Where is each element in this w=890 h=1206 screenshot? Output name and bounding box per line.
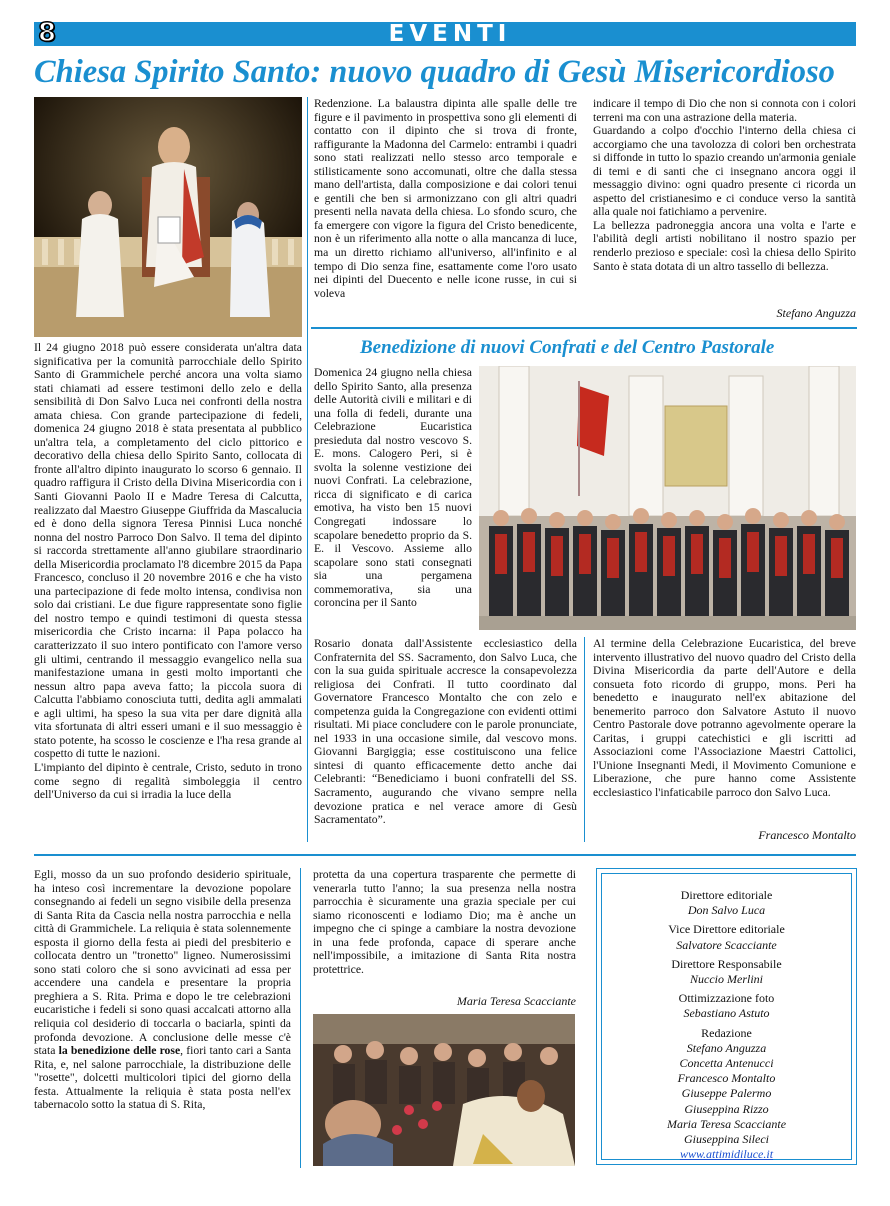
- article3-author: Maria Teresa Scacciante: [456, 994, 576, 1008]
- masthead-role: Direttore editoriale: [680, 888, 773, 902]
- masthead-name: Giuseppina Sileci: [684, 1132, 769, 1147]
- painting-image: [34, 97, 302, 337]
- article3-column-2: [313, 868, 576, 976]
- section-divider: [34, 854, 856, 856]
- article2-right-column: [593, 637, 856, 800]
- masthead-role: Redazione: [701, 1025, 752, 1040]
- column-divider: [584, 637, 585, 842]
- masthead-name: Nuccio Merlini: [690, 972, 763, 987]
- article2-title: Benedizione di nuovi Confrati e del Centro Pastorale: [360, 337, 775, 358]
- section-title: EVENTI: [388, 21, 512, 47]
- article3-paragraph: protetta da una copertura trasparente che permette di venerarla tutto l'anno; la sua presenza nella nostra parrocchia è sicuramente una grazia speciale per cui siamo riconoscenti e lodiamo Dio; ma è anche un impegno che ci spinge a cambiare la nostra devozione in una fede profonda, capace di sperare anche nell'impossibile, a imitazione di Santa Rita nostra protettrice.: [313, 868, 576, 976]
- masthead-name: Concetta Antenucci: [679, 1056, 774, 1071]
- masthead-name: Giuseppe Palermo: [681, 1086, 772, 1101]
- column-divider: [307, 97, 308, 842]
- masthead-role: Ottimizzazione foto: [678, 991, 775, 1006]
- article3-column-1: [34, 868, 291, 1112]
- column-divider: [300, 868, 301, 1168]
- article1-paragraph: L'impianto del dipinto è centrale, Cristo, seduto in trono come segno di regalità simboleggia il centro dell'Universo da cui si irradia la luce della: [34, 760, 302, 802]
- masthead-role: Vice Direttore editoriale: [668, 922, 785, 937]
- article3-highlight: la benedizione delle rose: [58, 1044, 181, 1058]
- masthead-name: Giuseppina Rizzo: [684, 1101, 769, 1116]
- article1-paragraph: indicare il tempo di Dio che non si connota con i colori terreni ma con una astrazione della materia.: [593, 97, 856, 124]
- article2-narrow-column: [314, 366, 472, 610]
- article2-author: Francesco Montalto: [758, 828, 856, 842]
- article-title: Chiesa Spirito Santo: nuovo quadro di Gesù Misericordioso: [34, 54, 835, 90]
- masthead-box: [596, 868, 857, 1165]
- masthead-inner: [601, 873, 852, 1160]
- group-photo: [479, 366, 856, 630]
- masthead-name: Don Salvo Luca: [687, 903, 766, 918]
- article2-wide-column: [314, 637, 577, 827]
- article2-paragraph: Al termine della Celebrazione Eucaristica, del breve intervento illustrativo del nuovo quadro del Cristo della Divina Misericordia da parte dell'Autore e della consueta foto ricordo di gruppo, mons. Peri ha benedetto e inaugurato nell'ex abitazione del benemerito parroco don Salvatore Astuto il nuovo Centro Pastorale dove potranno agevolmente operare la Caritas, i gruppi catechistici e gli iscritti ad Associazioni come l'Associazione Maestri Cattolici, l'Unione Insegnanti Medi, il Movimento Comunione e Liberazione, che pure hanno come Assistente ecclesiastico l'infaticabile parroco don Salvo Luca.: [593, 637, 856, 800]
- article1-paragraph: Redenzione. La balaustra dipinta alle spalle delle tre figure e il pavimento in prospettiva sono gli elementi di contatto con il dipinto che si trova di fronte, raffigurante la Madonna del Carmelo: entrambi i quadri sono stati realizzati nello stesso arco temporale e stilisticamente sono accomunati, oltre che dalla stessa mano dell'artista, dalla composizione e dai colori tenui e gentili che ben si armonizzano con gli altri quadri presenti nella navata della chiesa. Lo sfondo scuro, che fa emergere con vigore la figura del Cristo benedicente, non è un riferimento alla notte o alla mancanza di luce, ma un diretto richiamo all'universo, all'infinito e al tempo di Dio senza fine, esattamente come l'oro usato nei dipinti del Duecento e nelle icone russe, in cui si voleva: [314, 97, 577, 300]
- article1-paragraph: Guardando a colpo d'occhio l'interno della chiesa ci accorgiamo che una tavolozza di colori ben orchestrata si diffonde in tutto lo spazio creando un'armonia geniale di temi e di santi che ci insegnano ancora oggi il messaggio divino: ogni quadro presente ci ricorda un aspetto del cristianesimo e ci conduce verso la santità alla quale noi fatichiamo a pervenire.: [593, 124, 856, 219]
- masthead-role: Direttore Responsabile: [671, 956, 782, 971]
- article1-column-2: [314, 97, 577, 300]
- article2-paragraph: Rosario donata dall'Assistente ecclesiastico della Confraternita del SS. Sacramento, don Salvo Luca, che con la sua guida spirituale accresce la consapevolezza religiosa dei Confrati. Il tutto coordinato dal Governatore Francesco Montalto che con zelo e competenza guida la Congregazione con evidenti ottimi risultati. Mi piace concludere con le parole pronunciate, nel 1933 in una occasione simile, dal vescovo mons. Giovanni Bargiggia; esse costituiscono una felice sintesi di quanto efficacemente detto anche dai Celebranti: “Benediciamo i buoni confratelli del SS. Sacramento, augurando che vivano sempre nella devozione pratica e nel verace amore di Gesù Sacramentato”.: [314, 637, 577, 827]
- article1-column-3: [593, 97, 856, 273]
- article3-text: , fiori tanto cari a Santa Rita, e, nel salone parrocchiale, la distribuzione delle "rosette", dolcetti multicolori tipici del giorno della festa. Attualmente la reliquia è stata posta nell'ex tabernacolo sotto la statua di S. Rita,: [34, 1044, 291, 1112]
- masthead-name: Stefano Anguzza: [686, 1040, 767, 1055]
- article1-paragraph: Il 24 giugno 2018 può essere considerata un'altra data significativa per la comunità parrocchiale dello Spirito Santo di Grammichele perché ancora una volta siamo stati chiamati ad essere testimoni dello zelo e della sensibilità di Don Salvo Luca nei confronti della nostra amata chiesa. Con grande partecipazione di fedeli, domenica 24 giugno 2018 è stata presentata al pubblico un'altra tela, a completamento del ciclo pittorico e decorativo della chiesa dello Spirito Santo, collocata di fronte all'altro dipinto inaugurato lo scorso 6 gennaio. Il quadro raffigura il Cristo della Divina Misericordia con i Santi Giovanni Paolo II e Madre Teresa di Calcutta, realizzato dal Maestro Giuseppe Giuffrida da Mascalucia ed è dono della signora Teresa Pinnisi Luca nonché nonna del nostro Parroco Don Salvo. Il tema del dipinto si raccorda strettamente all'anno giubilare straordinario della Misericordia proclamato l'8 dicembre 2015 da Papa Francesco, concluso il 20 novembre 2016 e che ha visto una partecipazione di fede molto intensa, condivisa non solo dai cristiani. Le due figure rappresentate sono figlie del nostro tempo e quindi testimoni di questa stessa misericordia che Cristo incarna: il Papa polacco ha caratterizzato il suo intero pontificato con l'amore verso gli ultimi, centrando il messaggio evangelico nella sua manifestazione umana in gesti molto importanti che nessun altro papa aveva fatto; la piccola suora di Calcutta l'abbiamo conosciuta tutti, dedita agli ammalati e agli ultimi, ha speso la sua vita per dare dignità alla vita sfortunata di altri esseri umani e il suo messaggio è stato potente, ha scosso le coscienze e l'ha resa grande al cospetto di tutte le nazioni.: [34, 341, 302, 761]
- article2-paragraph: Domenica 24 giugno nella chiesa dello Spirito Santo, alla presenza delle Autorità civili e militari e di una folla di fedeli, durante una Celebrazione Eucaristica presieduta dal nostro vescovo S. E. mons. Calogero Peri, si è svolta la solenne vestizione dei nuovi Confrati. La celebrazione, ricca di significato e di carica emotiva, ha visto ben 15 nuovi Congregati indossare lo scapolare benedetto proprio da S. E. il Vescovo. Assieme allo scapolare sono stati consegnati sia una pergamena commemorativa, sia una coroncina per il Santo: [314, 366, 472, 610]
- masthead-name: Salvatore Scacciante: [676, 937, 777, 952]
- masthead-name: Sebastiano Astuto: [683, 1006, 770, 1021]
- article1-column-1: [34, 341, 302, 802]
- section-divider: [311, 327, 857, 329]
- masthead-name: Maria Teresa Scacciante: [666, 1116, 787, 1131]
- article1-paragraph: La bellezza padroneggia ancora una volta e l'arte e l'abilità degli artisti nobilitano il nostro spazio per renderlo prezioso e speciale: così la chiesa dello Spirito Santo è stata dotata di un altro tassello di bellezza.: [593, 218, 856, 273]
- article3-text: Egli, mosso da un suo profondo desiderio spirituale, ha inteso così incrementare la devozione popolare consegnando ai fedeli un segno visibile della presenza di Santa Rita da Cascia nella nostra parrocchia e nella città di Grammichele. La reliquia è stata solennemente esposta il giorno della festa ai piedi del presbiterio e collocata dentro un "tronetto" ligneo. Numerosissimi sono stati coloro che si sono avvicinati ad essa per accendere una candela e presentare la propria preghiera a S. Rita. Prima e dopo le tre celebrazioni eucaristiche i fedeli si sono quasi accalcati attorno alla reliquia col desiderio di toccarla o baciarla, spinti da profonda devozione. A conclusione delle messe c'è stata: [34, 868, 291, 1058]
- roses-photo: [313, 1014, 575, 1166]
- article1-author: Stefano Anguzza: [776, 306, 856, 320]
- website-link[interactable]: www.attimidiluce.it: [679, 1147, 774, 1162]
- masthead-name: Francesco Montalto: [677, 1071, 776, 1086]
- page-number: 8: [38, 18, 57, 48]
